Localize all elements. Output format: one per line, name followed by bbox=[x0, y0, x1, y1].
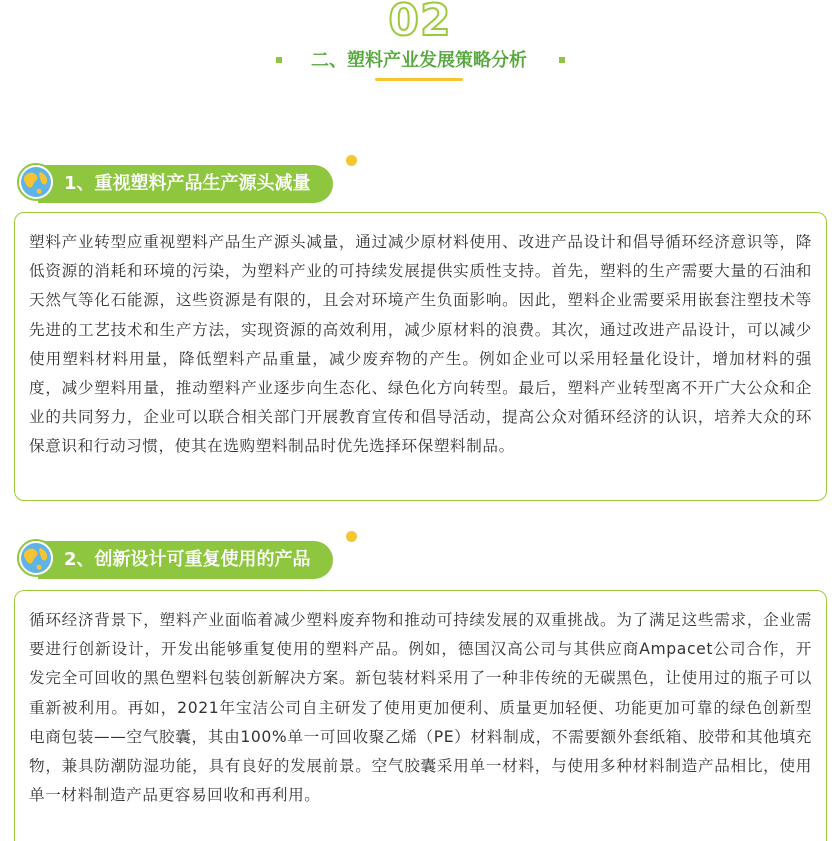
section-number: 02 bbox=[388, 0, 452, 46]
globe-icon bbox=[16, 538, 56, 578]
title-underline bbox=[375, 78, 463, 81]
item-body-2: 循环经济背景下，塑料产业面临着减少塑料废弃物和推动可持续发展的双重挑战。为了满足这些需求，企业需要进行创新设计，开发出能够重复使用的塑料产品。例如，德国汉高公司与其供应商Ampacet公司合作，开发完全可回收的黑色塑料包装创新解决方案。新包装材料采用了一种非传统的无碳黑色，让使用过的瓶子可以重新被利用。再如，2021年宝洁公司自主研发了使用更加便利、质量更加轻便、功能更加可靠的绿色创新型电商包装——空气胶囊，其由100%单一可回收聚乙烯（PE）材料制成，不需要额外套纸箱、胶带和其他填充物，兼具防潮防湿功能，具有良好的发展前景。空气胶囊采用单一材料，与使用多种材料制造产品相比，使用单一材料制造产品更容易回收和再利用。 bbox=[14, 590, 827, 841]
section-title: 二、塑料产业发展策略分析 bbox=[311, 50, 527, 71]
title-right-square bbox=[559, 57, 565, 63]
heading-dot-2 bbox=[346, 531, 357, 542]
item-heading-label-2: 2、创新设计可重复使用的产品 bbox=[38, 541, 333, 579]
item-body-1: 塑料产业转型应重视塑料产品生产源头减量，通过减少原材料使用、改进产品设计和倡导循环经济意识等，降低资源的消耗和环境的污染，为塑料产业的可持续发展提供实质性支持。首先，塑料的生产需要大量的石油和天然气等化石能源，这些资源是有限的，且会对环境产生负面影响。因此，塑料企业需要采用嵌套注塑技术等先进的工艺技术和生产方法，实现资源的高效利用，减少原材料的浪费。其次，通过改进产品设计，可以减少使用塑料材料用量，降低塑料产品重量，减少废弃物的产生。例如企业可以采用轻量化设计，增加材料的强度，减少塑料用量，推动塑料产业逐步向生态化、绿色化方向转型。最后，塑料产业转型离不开广大公众和企业的共同努力，企业可以联合相关部门开展教育宣传和倡导活动，提高公众对循环经济的认识，培养大众的环保意识和行动习惯，使其在选购塑料制品时优先选择环保塑料制品。 bbox=[14, 212, 827, 501]
heading-dot-1 bbox=[346, 155, 357, 166]
item-heading-label-1: 1、重视塑料产品生产源头减量 bbox=[38, 165, 333, 203]
globe-icon bbox=[16, 162, 56, 202]
section-title-row bbox=[0, 48, 838, 76]
